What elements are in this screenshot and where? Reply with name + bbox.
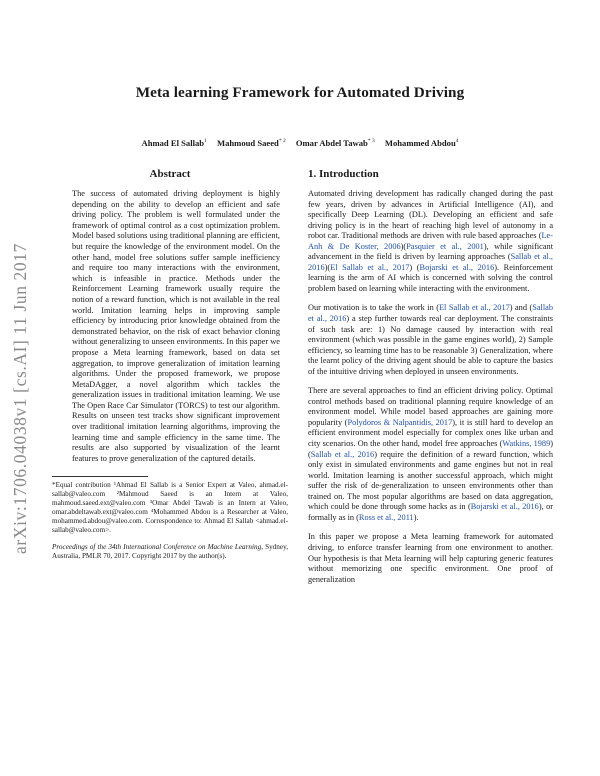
citation-link[interactable]: Watkins, 1989	[502, 439, 551, 449]
citation-link[interactable]: El Sallab et al., 2017	[438, 303, 510, 313]
paragraph-text: There are several approaches to find an efficient driving policy. Optimal control methods based on traditional planning require knowledge of an environment model. While model based approaches are gaining more popularity (	[308, 386, 553, 427]
citation-link[interactable]: Pasquier et al., 2001	[406, 241, 484, 251]
introduction-paragraph	[308, 303, 553, 377]
citation-link[interactable]: Ross et al., 2011	[358, 512, 414, 522]
paragraph-text: )(	[400, 241, 407, 251]
paragraph-text: In this paper we propose a Meta learning framework for automated driving, to enforce transfer learning from one environment to another. Our hypothesis is that Meta learning will help capturing generic features without memorizing one specific environment. One proof of generalization	[308, 532, 553, 584]
citation-link[interactable]: Sallab et al., 2016	[308, 303, 553, 324]
abstract-heading: Abstract	[149, 168, 191, 180]
paragraph-text: ) (	[409, 262, 420, 272]
left-column	[52, 166, 288, 561]
citation-link[interactable]: Polydoros & Nalpantidis, 2017	[347, 417, 453, 427]
citation-link[interactable]: Le-Anh & De Koster, 2006	[308, 231, 553, 251]
paragraph-text: ). Reinforcement learning is the arm of AI which is concerned with solving the control problem based on learning while interacting with the environment.	[308, 262, 553, 293]
paragraph-text: ), or formally as in (	[308, 502, 553, 522]
introduction-paragraph	[308, 189, 553, 294]
paragraph-text: ) require the definition of a reward function, which only exist in simulated environments and game engines but not in real world. Imitation learning is another successful approach, which might suffer the risk of de-generalization to unseen environments other than trained on. The most popular algorithms are based on data aggregation, which could be done through some hacks as in (	[308, 449, 554, 512]
footnote-divider	[52, 476, 148, 477]
introduction-paragraph	[308, 532, 553, 585]
introduction-heading: 1. Introduction	[308, 168, 379, 180]
author: Omar Abdel Tawab$^{* 3}$	[295, 138, 375, 148]
paragraph-text: ), while significant advancement in the field is driven by learning approaches (	[308, 241, 553, 262]
citation-link[interactable]: Bojarski et al., 2016	[470, 502, 539, 512]
introduction-paragraph	[308, 386, 553, 523]
citation-link[interactable]: Sallab et al., 2016	[310, 449, 375, 459]
introduction-body	[308, 189, 553, 585]
citation-link[interactable]: Sallab et al., 2016	[308, 252, 553, 272]
paragraph-text: Our motivation is to take the work in (	[308, 303, 439, 313]
citation-link[interactable]: El Sallab et al., 2017	[330, 262, 410, 272]
citation-link[interactable]: Bojarski et al., 2016	[419, 262, 495, 272]
proceedings-details: , Sydney, Australia, PMLR 70, 2017. Copyright 2017 by the author(s).	[52, 543, 288, 561]
author-footnote: *Equal contribution ¹Ahmad El Sallab is a Senior Expert at Valeo, ahmad.el-sallab@valeo.com ²Mahmoud Saeed is an Intern at Valeo, mahmoud.saeed.ext@valeo.com ³Omar Abdel Tawab is an Intern at Valeo, omar.abdeltawab.ext@valeo.com ⁴Mohammed Abdou is a Researcher at Valeo, mohammed.abdou@valeo.com. Correspondence to: Ahmad El Sallab <ahmad.el-sallab@valeo.com>.	[52, 481, 288, 535]
paragraph-text: )(	[324, 262, 331, 272]
paragraph-text: ), it is still hard to develop an efficient environment model especially for complex ones like urban and city scenarios. On the other hand, model free approaches (	[308, 417, 553, 449]
abstract-text: The success of automated driving deployment is highly depending on the ability to develop an efficient and safe driving policy. The problem is well formulated under the framework of optimal control as a cost optimization problem. Model based solutions using traditional planning are efficient, but require the knowledge of the environment model. On the other hand, model free solutions suffer sample inefficiency and require too many interactions with the environment, which is infeasible in practice. Methods under the Reinforcement Learning framework usually require the notion of a reward function, which is not available in the real world. Imitation learning helps in improving sample efficiency by introducing prior knowledge obtained from the demonstrated behavior, on the risk of exact behavior cloning without generalizing to unseen environments. In this paper we propose a Meta learning framework, based on data set aggregation, to improve generalization of imitation learning algorithms. Under the proposed framework, we propose MetaDAgger, a novel algorithm which tackles the generalization issues in traditional imitation learning. We use The Open Race Car Simulator (TORCS) to test our algorithm. Results on unseen test tracks show significant improvement over traditional imitation learning algorithms, improving the learning time and sample efficiency in the same time. The results are also supported by visualization of the learnt features to prove generalization of the captured details.	[72, 189, 280, 463]
proceedings-venue: Proceedings of the 34th International Conference on Machine Learning	[52, 543, 262, 552]
author: Mohammed Abdou$^4$	[384, 138, 459, 148]
paragraph-text: ) and (	[509, 303, 533, 313]
author: Mahmoud Saeed$^{* 2}$	[216, 138, 286, 148]
paragraph-text: ) a step further towards real car deployment. The constraints of such task are: 1) No damage caused by interaction with real environment (which was possible in the game engines world), 2) Sample efficiency, so learning time has to be reasonable 3) Generalization, where the learnt policy of the driving agent should be able to capture the basics of the intuitive driving when deployed in unseen environments.	[308, 314, 553, 376]
paragraph-text: ).	[413, 512, 419, 522]
arxiv-id-text: arXiv:1706.04038v1 [cs.AI] 11 Jun 2017	[9, 242, 30, 554]
paragraph-text: Automated driving development has radically changed during the past few years, driven by advances in Artificial Intelligence (AI), and specifically Deep Learning (DL). Developing an efficient and safe driving policy is in the heart of reaching high level of autonomy in a robot car. Traditional methods are driven with rule based approaches (	[308, 189, 553, 241]
paper-title: Meta learning Framework for Automated Driving	[135, 84, 465, 101]
paragraph-text: ) (	[308, 439, 553, 459]
proceedings-note	[52, 543, 288, 561]
author: Ahmad El Sallab$^1$	[141, 138, 207, 148]
author-list	[0, 138, 600, 148]
right-column	[308, 166, 553, 594]
arxiv-identifier-stamp	[2, 218, 38, 578]
